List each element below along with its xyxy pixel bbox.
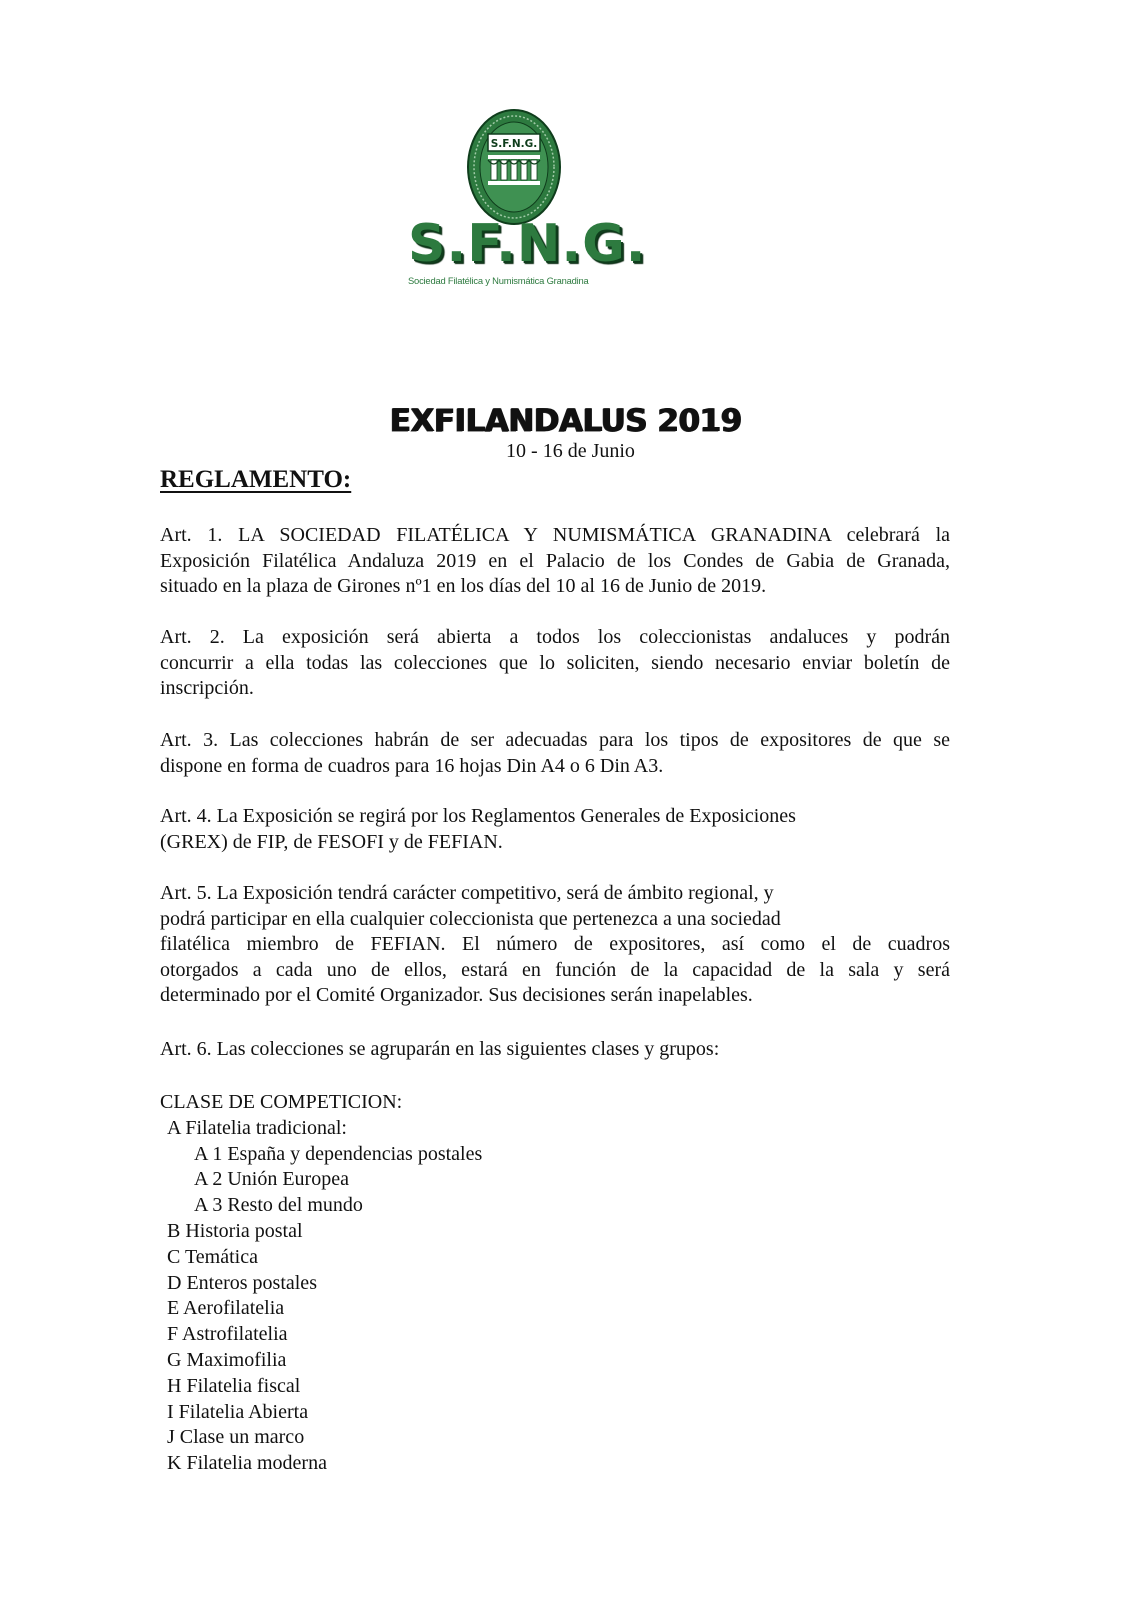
sfng-seal-emblem <box>466 108 562 226</box>
article-line: concurrir a ella todas las colecciones que lo soliciten, siendo necesario enviar boletín de <box>160 651 950 674</box>
article-line: Art. 5. La Exposición tendrá carácter competitivo, será de ámbito regional, y <box>160 882 774 904</box>
article-2 <box>160 625 950 702</box>
article-line: situado en la plaza de Girones nº1 en los días del 10 al 16 de Junio de 2019. <box>160 575 767 597</box>
class-item: K Filatelia moderna <box>167 1452 327 1475</box>
article-line: (GREX) de FIP, de FESOFI y de FEFIAN. <box>160 830 503 853</box>
competition-class-list <box>160 1090 482 1477</box>
article-line: Exposición Filatélica Andaluza 2019 en el Palacio de los Condes de Gabia de Granada, <box>160 549 950 572</box>
class-item: G Maximofilia <box>167 1348 287 1371</box>
article-line: Art. 2. La exposición será abierta a todos los coleccionistas andaluces y podrán <box>160 626 950 648</box>
subclass-item: A 2 Unión Europea <box>194 1168 349 1191</box>
competition-heading: CLASE DE COMPETICION: <box>160 1091 403 1113</box>
document-title: EXFILANDALUS 2019 <box>389 403 742 439</box>
article-line: inscripción. <box>160 677 254 699</box>
article-6 <box>160 1037 950 1063</box>
article-line: dispone en forma de cuadros para 16 hojas Din A4 o 6 Din A3. <box>160 754 664 777</box>
class-item: A Filatelia tradicional: <box>167 1116 347 1139</box>
article-line: determinado por el Comité Organizador. Sus decisiones serán inapelables. <box>160 984 753 1006</box>
class-item: J Clase un marco <box>167 1426 305 1449</box>
article-5 <box>160 881 950 1009</box>
class-item: C Temática <box>167 1245 258 1268</box>
article-line: podrá participar en ella cualquier coleccionista que pertenezca a una sociedad <box>160 907 781 930</box>
sfng-logo <box>400 100 647 300</box>
subclass-item: A 1 España y dependencias postales <box>194 1142 483 1165</box>
article-line: Art. 1. LA SOCIEDAD FILATÉLICA Y NUMISMÁTICA GRANADINA celebrará la <box>160 524 950 546</box>
class-item: E Aerofilatelia <box>167 1297 285 1320</box>
article-line: otorgados a cada uno de ellos, estará en función de la capacidad de la sala y será <box>160 958 950 981</box>
article-line: Art. 6. Las colecciones se agruparán en las siguientes clases y grupos: <box>160 1038 720 1060</box>
article-line: Art. 3. Las colecciones habrán de ser adecuadas para los tipos de expositores de que se <box>160 729 950 751</box>
class-item: F Astrofilatelia <box>167 1323 288 1346</box>
class-item: H Filatelia fiscal <box>167 1374 301 1397</box>
logo-letters: S.F.N.G. <box>408 214 647 274</box>
event-dates: 10 - 16 de Junio <box>506 440 635 462</box>
section-heading: REGLAMENTO: <box>160 466 352 493</box>
class-item: D Enteros postales <box>167 1271 317 1294</box>
class-item: I Filatelia Abierta <box>167 1400 309 1423</box>
subclass-item: A 3 Resto del mundo <box>194 1194 363 1217</box>
seal-badge-text: S.F.N.G. <box>490 138 538 150</box>
article-line: filatélica miembro de FEFIAN. El número de expositores, así como el de cuadros <box>160 933 950 955</box>
article-1 <box>160 523 950 600</box>
logo-subtitle: Sociedad Filatélica y Numismática Granadina <box>408 275 589 286</box>
article-line: Art. 4. La Exposición se regirá por los Reglamentos Generales de Exposiciones <box>160 805 796 827</box>
class-item: B Historia postal <box>167 1219 303 1242</box>
article-4 <box>160 804 950 855</box>
article-3 <box>160 728 950 779</box>
